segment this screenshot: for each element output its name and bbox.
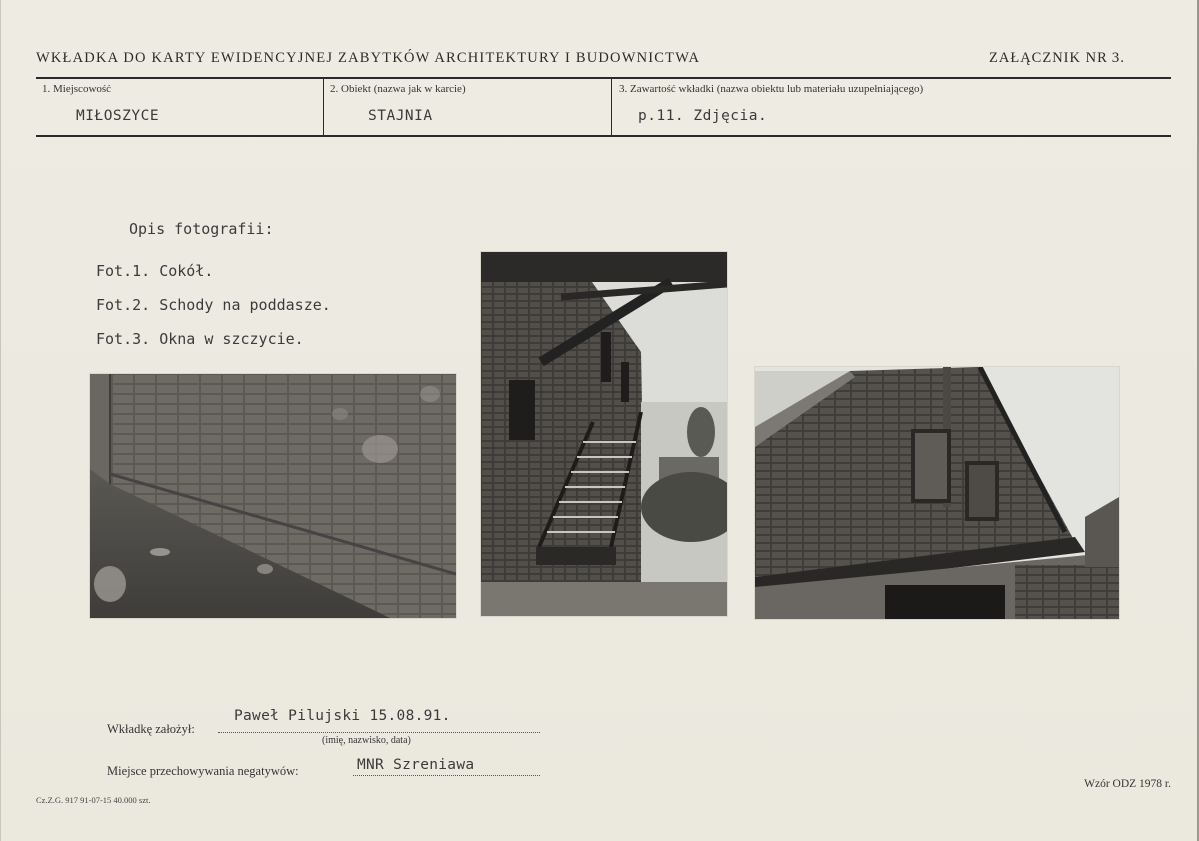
attachment-label xyxy=(989,50,1125,67)
photo-description-item: Fot.1. Cokół. xyxy=(96,262,214,280)
photo-1-plinth xyxy=(89,373,457,619)
photo-2-stairs xyxy=(480,251,728,617)
field-value-contents: p.11. Zdjęcia. xyxy=(638,108,768,124)
founder-dotted-line xyxy=(218,732,540,733)
form-title: WKŁADKA DO KARTY EWIDENCYJNEJ ZABYTKÓW ARCHITEKTURY I BUDOWNICTWA xyxy=(36,50,701,66)
field-label-contents: 3. Zawartość wkładki (nazwa obiektu lub materiału uzupełniającego) xyxy=(619,83,924,95)
column-divider-1 xyxy=(323,79,324,135)
attachment-label-text: ZAŁĄCZNIK NR xyxy=(989,50,1108,66)
form-model: Wzór ODZ 1978 r. xyxy=(1084,778,1171,790)
negatives-dotted-line xyxy=(353,775,540,776)
founder-value: Paweł Pilujski 15.08.91. xyxy=(234,708,451,724)
field-label-object: 2. Obiekt (nazwa jak w karcie) xyxy=(330,83,466,95)
photo-3-gable xyxy=(754,366,1120,620)
photo-3-image xyxy=(755,367,1119,619)
photo-description-title: Opis fotografii: xyxy=(129,220,274,238)
negatives-label: Miejsce przechowywania negatywów: xyxy=(107,764,299,778)
field-value-object: STAJNIA xyxy=(368,108,433,124)
field-label-locality: 1. Miejscowość xyxy=(42,83,112,95)
founder-hint: (imię, nazwisko, data) xyxy=(322,735,411,746)
page-edge-left xyxy=(0,0,1,841)
attachment-number: 3. xyxy=(1111,50,1125,66)
table-bottom-rule xyxy=(36,135,1171,137)
founder-label: Wkładkę założył: xyxy=(107,722,195,736)
table-top-rule xyxy=(36,77,1171,79)
photo-description-item: Fot.3. Okna w szczycie. xyxy=(96,330,304,348)
column-divider-2 xyxy=(611,79,612,135)
field-value-locality: MIŁOSZYCE xyxy=(76,108,160,124)
negatives-value: MNR Szreniawa xyxy=(357,757,475,773)
photo-description-item: Fot.2. Schody na poddasze. xyxy=(96,296,331,314)
print-info: Cz.Z.G. 917 91-07-15 40.000 szt. xyxy=(36,795,151,805)
photo-1-image xyxy=(90,374,456,618)
photo-2-image xyxy=(481,252,727,616)
